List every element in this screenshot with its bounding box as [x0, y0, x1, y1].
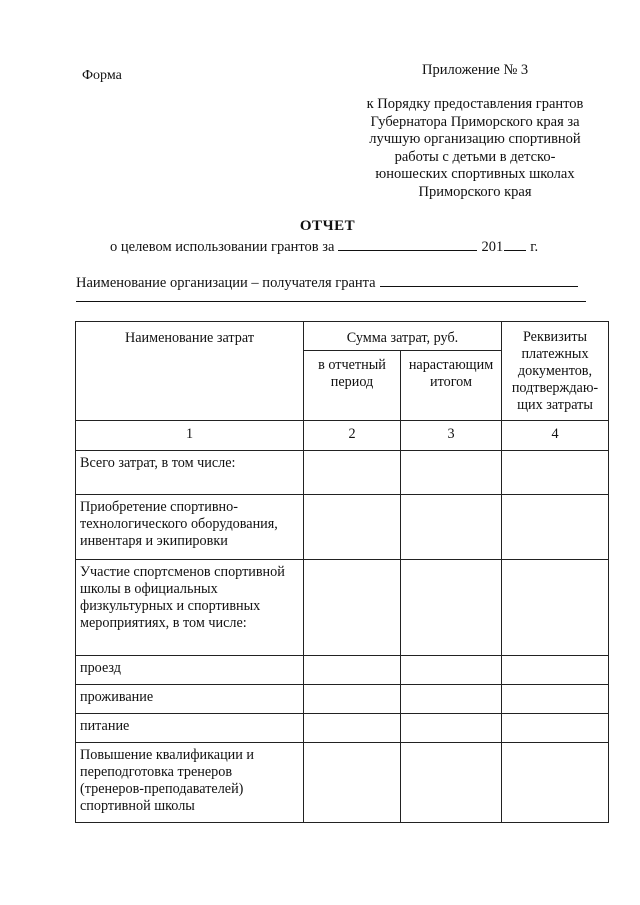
organization-blank-field[interactable] [380, 272, 578, 287]
current-period-cell[interactable] [304, 656, 401, 685]
requisites-cell[interactable] [502, 656, 609, 685]
organization-blank-field-continuation[interactable] [76, 301, 586, 302]
requisites-cell[interactable] [502, 743, 609, 823]
expense-name-cell: Участие спортсменов спортивной школы в официальных физкультурных и спортивных мероприятиях, в том числе: [76, 560, 304, 656]
appendix-line: к Порядку предоставления грантов [366, 96, 584, 112]
column-number: 3 [401, 421, 502, 451]
organization-label: Наименование организации – получателя гранта [76, 275, 376, 291]
report-subtitle [110, 236, 538, 256]
column-number: 4 [502, 421, 609, 451]
appendix-line: лучшую организацию спортивной [369, 131, 581, 147]
header-current-period: в отчетный период [304, 351, 401, 421]
current-period-cell[interactable] [304, 495, 401, 560]
cumulative-cell[interactable] [401, 714, 502, 743]
year-blank-field[interactable] [504, 236, 526, 251]
table-row [76, 714, 609, 743]
requisites-cell[interactable] [502, 685, 609, 714]
cumulative-cell[interactable] [401, 656, 502, 685]
requisites-cell[interactable] [502, 451, 609, 495]
appendix-line: юношеских спортивных школах [375, 166, 575, 182]
requisites-cell[interactable] [502, 560, 609, 656]
cumulative-cell[interactable] [401, 560, 502, 656]
table-row [76, 451, 609, 495]
current-period-cell[interactable] [304, 451, 401, 495]
subtitle-prefix: о целевом использовании грантов за [110, 239, 335, 255]
table-row [76, 685, 609, 714]
appendix-line: работы с детьми в детско- [394, 148, 556, 165]
requisites-cell[interactable] [502, 714, 609, 743]
form-label: Форма [82, 68, 122, 83]
header-cumulative: нарастающим итогом [401, 351, 502, 421]
table-row [76, 560, 609, 656]
current-period-cell[interactable] [304, 560, 401, 656]
appendix-title: Приложение № 3 [422, 62, 529, 78]
appendix-description [352, 96, 598, 201]
requisites-cell[interactable] [502, 495, 609, 560]
expenses-table [75, 321, 609, 823]
table-row [76, 743, 609, 823]
cumulative-cell[interactable] [401, 685, 502, 714]
expense-name-cell: Приобретение спортивно-технологического оборудования, инвентаря и экипировки [76, 495, 304, 560]
period-blank-field[interactable] [338, 236, 477, 251]
header-payment-requisites: Реквизиты платежных документов, подтверждаю-щих затраты [502, 322, 609, 421]
cumulative-cell[interactable] [401, 451, 502, 495]
expense-name-cell: проживание [76, 685, 304, 714]
expense-name-cell: питание [76, 714, 304, 743]
year-prefix: 201 [481, 239, 504, 255]
expense-name-cell: Всего затрат, в том числе: [76, 451, 304, 495]
column-number: 1 [76, 421, 304, 451]
current-period-cell[interactable] [304, 743, 401, 823]
report-title: ОТЧЕТ [299, 218, 356, 234]
expense-name-cell: Повышение квалификации и переподготовка тренеров (тренеров-преподавателей) спортивной школы [76, 743, 304, 823]
subtitle-suffix: г. [530, 239, 539, 255]
appendix-line: Приморского края [418, 183, 532, 200]
cumulative-cell[interactable] [401, 743, 502, 823]
organization-line [76, 272, 578, 292]
cumulative-cell[interactable] [401, 495, 502, 560]
expense-name-cell: проезд [76, 656, 304, 685]
table-row [76, 656, 609, 685]
header-expense-name: Наименование затрат [76, 322, 304, 421]
current-period-cell[interactable] [304, 685, 401, 714]
appendix-line: Губернатора Приморского края за [370, 113, 580, 130]
current-period-cell[interactable] [304, 714, 401, 743]
header-expense-sum: Сумма затрат, руб. [304, 322, 502, 351]
column-number: 2 [304, 421, 401, 451]
table-row [76, 495, 609, 560]
